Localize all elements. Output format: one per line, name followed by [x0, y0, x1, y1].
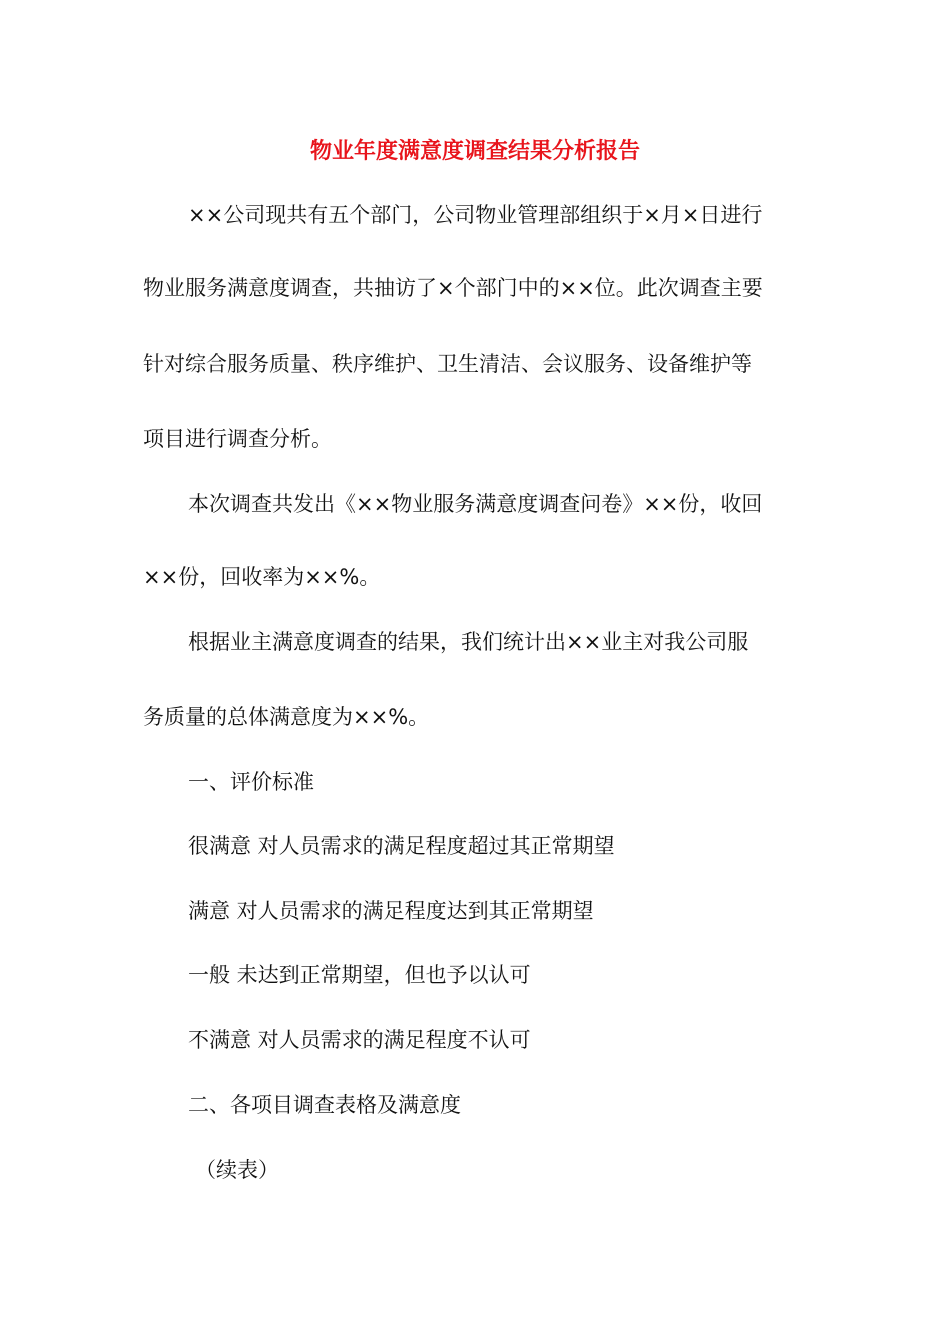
section-heading: 一、评价标准 — [188, 770, 314, 794]
paragraph-line: ××份，回收率为××%。 — [143, 565, 381, 589]
criteria-line: 不满意 对人员需求的满足程度不认可 — [188, 1028, 531, 1052]
criteria-line: 一般 未达到正常期望，但也予以认可 — [188, 963, 531, 987]
paragraph-line: 物业服务满意度调查，共抽访了×个部门中的××位。此次调查主要 — [143, 276, 763, 300]
paragraph-line: 务质量的总体满意度为××%。 — [143, 705, 430, 729]
paragraph-line: 本次调查共发出《××物业服务满意度调查问卷》××份，收回 — [188, 492, 763, 516]
section-heading: 二、各项目调查表格及满意度 — [188, 1093, 461, 1117]
document-title: 物业年度满意度调查结果分析报告 — [309, 139, 640, 164]
paragraph-line: ××公司现共有五个部门，公司物业管理部组织于×月×日进行 — [188, 203, 763, 227]
criteria-line: 满意 对人员需求的满足程度达到其正常期望 — [188, 899, 594, 923]
criteria-line: 很满意 对人员需求的满足程度超过其正常期望 — [188, 834, 615, 858]
paragraph-line: 根据业主满意度调查的结果，我们统计出××业主对我公司服 — [188, 630, 749, 654]
table-continued-label: （续表） — [195, 1158, 279, 1182]
paragraph-line: 项目进行调查分析。 — [143, 427, 332, 451]
paragraph-line: 针对综合服务质量、秩序维护、卫生清洁、会议服务、设备维护等 — [143, 352, 752, 376]
